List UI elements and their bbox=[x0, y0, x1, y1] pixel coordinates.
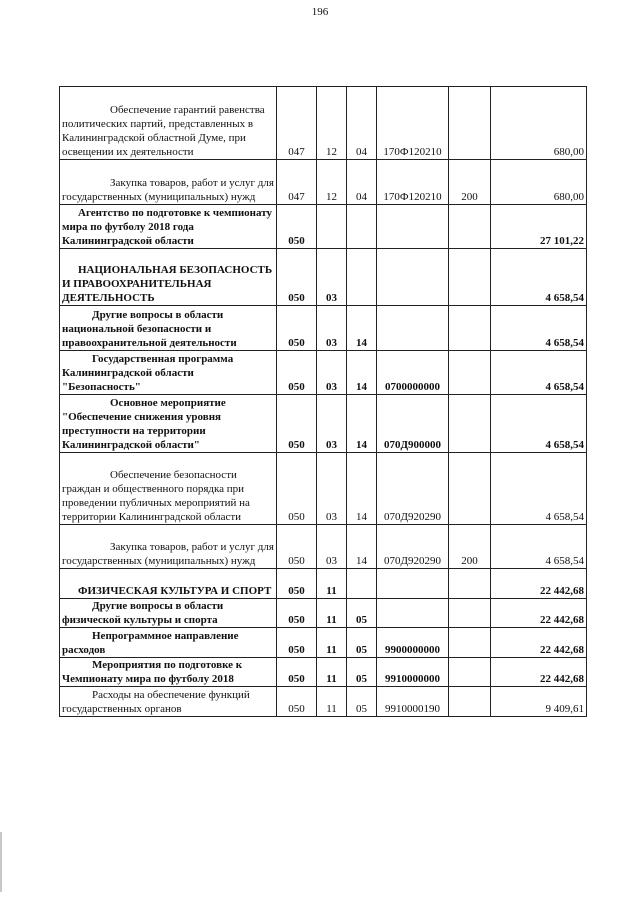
row-target-article: 9910000000 bbox=[377, 658, 449, 687]
row-name: Государственная программа Калининградской области "Безопасность" bbox=[60, 351, 277, 395]
row-subsection-code: 04 bbox=[347, 160, 377, 205]
row-ministry-code: 050 bbox=[277, 525, 317, 569]
row-target-article bbox=[377, 205, 449, 249]
row-name: Закупка товаров, работ и услуг для государственных (муниципальных) нужд bbox=[60, 160, 277, 205]
table-row bbox=[60, 306, 587, 351]
row-expense-type bbox=[449, 628, 491, 658]
row-subsection-code: 14 bbox=[347, 453, 377, 525]
row-expense-type bbox=[449, 687, 491, 717]
row-target-article: 070Д920290 bbox=[377, 525, 449, 569]
row-amount: 4 658,54 bbox=[491, 306, 587, 351]
row-subsection-code: 05 bbox=[347, 628, 377, 658]
row-amount: 27 101,22 bbox=[491, 205, 587, 249]
row-amount: 4 658,54 bbox=[491, 395, 587, 453]
row-subsection-code bbox=[347, 249, 377, 306]
row-expense-type bbox=[449, 87, 491, 160]
row-target-article bbox=[377, 249, 449, 306]
row-amount: 22 442,68 bbox=[491, 599, 587, 628]
row-section-code: 11 bbox=[317, 658, 347, 687]
row-name: ФИЗИЧЕСКАЯ КУЛЬТУРА И СПОРТ bbox=[60, 569, 277, 599]
row-subsection-code bbox=[347, 569, 377, 599]
row-section-code: 03 bbox=[317, 351, 347, 395]
row-amount: 4 658,54 bbox=[491, 453, 587, 525]
row-name: Другие вопросы в области физической культуры и спорта bbox=[60, 599, 277, 628]
row-target-article: 170Ф120210 bbox=[377, 160, 449, 205]
row-expense-type bbox=[449, 306, 491, 351]
row-section-code: 03 bbox=[317, 453, 347, 525]
row-subsection-code: 14 bbox=[347, 306, 377, 351]
row-name: Основное мероприятие "Обеспечение снижения уровня преступности на территории Калининградской области" bbox=[60, 395, 277, 453]
table-row bbox=[60, 395, 587, 453]
row-subsection-code: 05 bbox=[347, 658, 377, 687]
table-row bbox=[60, 249, 587, 306]
row-expense-type bbox=[449, 453, 491, 525]
table-row bbox=[60, 599, 587, 628]
row-expense-type: 200 bbox=[449, 160, 491, 205]
row-section-code: 11 bbox=[317, 599, 347, 628]
row-ministry-code: 050 bbox=[277, 687, 317, 717]
row-amount: 4 658,54 bbox=[491, 351, 587, 395]
row-expense-type bbox=[449, 205, 491, 249]
row-target-article bbox=[377, 306, 449, 351]
row-target-article: 9900000000 bbox=[377, 628, 449, 658]
table-row bbox=[60, 569, 587, 599]
row-subsection-code: 14 bbox=[347, 351, 377, 395]
row-ministry-code: 047 bbox=[277, 160, 317, 205]
row-amount: 680,00 bbox=[491, 160, 587, 205]
row-section-code: 12 bbox=[317, 87, 347, 160]
row-subsection-code: 14 bbox=[347, 395, 377, 453]
row-target-article: 070Д900000 bbox=[377, 395, 449, 453]
row-target-article: 0700000000 bbox=[377, 351, 449, 395]
row-expense-type bbox=[449, 395, 491, 453]
row-target-article bbox=[377, 569, 449, 599]
row-expense-type bbox=[449, 569, 491, 599]
row-expense-type bbox=[449, 351, 491, 395]
table-row bbox=[60, 87, 587, 160]
row-name: Мероприятия по подготовке к Чемпионату мира по футболу 2018 bbox=[60, 658, 277, 687]
row-ministry-code: 050 bbox=[277, 599, 317, 628]
row-name: Расходы на обеспечение функций государственных органов bbox=[60, 687, 277, 717]
row-target-article: 9910000190 bbox=[377, 687, 449, 717]
scan-edge-mark bbox=[0, 832, 2, 892]
row-name: Обеспечение безопасности граждан и общественного порядка при проведении публичных мероприятий на территории Калининградской области bbox=[60, 453, 277, 525]
row-amount: 22 442,68 bbox=[491, 628, 587, 658]
row-target-article: 170Ф120210 bbox=[377, 87, 449, 160]
row-subsection-code bbox=[347, 205, 377, 249]
table-row bbox=[60, 687, 587, 717]
page-number: 196 bbox=[311, 6, 329, 18]
row-section-code: 11 bbox=[317, 569, 347, 599]
row-subsection-code: 05 bbox=[347, 599, 377, 628]
row-section-code: 03 bbox=[317, 249, 347, 306]
table-row bbox=[60, 205, 587, 249]
row-amount: 9 409,61 bbox=[491, 687, 587, 717]
row-amount: 22 442,68 bbox=[491, 658, 587, 687]
row-expense-type bbox=[449, 249, 491, 306]
row-amount: 4 658,54 bbox=[491, 249, 587, 306]
row-subsection-code: 14 bbox=[347, 525, 377, 569]
row-subsection-code: 04 bbox=[347, 87, 377, 160]
row-amount: 4 658,54 bbox=[491, 525, 587, 569]
row-ministry-code: 050 bbox=[277, 351, 317, 395]
row-section-code: 03 bbox=[317, 525, 347, 569]
row-subsection-code: 05 bbox=[347, 687, 377, 717]
budget-table-body bbox=[60, 87, 587, 717]
row-section-code: 11 bbox=[317, 687, 347, 717]
table-row bbox=[60, 525, 587, 569]
row-name: Обеспечение гарантий равенства политических партий, представленных в Калининградской областной Думе, при освещении их деятельности bbox=[60, 87, 277, 160]
row-ministry-code: 047 bbox=[277, 87, 317, 160]
row-ministry-code: 050 bbox=[277, 249, 317, 306]
row-name: Закупка товаров, работ и услуг для государственных (муниципальных) нужд bbox=[60, 525, 277, 569]
row-ministry-code: 050 bbox=[277, 306, 317, 351]
row-amount: 680,00 bbox=[491, 87, 587, 160]
row-section-code: 03 bbox=[317, 306, 347, 351]
table-row bbox=[60, 160, 587, 205]
row-target-article bbox=[377, 599, 449, 628]
row-section-code: 03 bbox=[317, 395, 347, 453]
row-section-code bbox=[317, 205, 347, 249]
row-section-code: 11 bbox=[317, 628, 347, 658]
row-ministry-code: 050 bbox=[277, 395, 317, 453]
row-name: НАЦИОНАЛЬНАЯ БЕЗОПАСНОСТЬ И ПРАВООХРАНИТЕЛЬНАЯ ДЕЯТЕЛЬНОСТЬ bbox=[60, 249, 277, 306]
row-amount: 22 442,68 bbox=[491, 569, 587, 599]
row-ministry-code: 050 bbox=[277, 658, 317, 687]
row-target-article: 070Д920290 bbox=[377, 453, 449, 525]
row-expense-type bbox=[449, 658, 491, 687]
row-expense-type: 200 bbox=[449, 525, 491, 569]
row-name: Непрограммное направление расходов bbox=[60, 628, 277, 658]
table-row bbox=[60, 351, 587, 395]
row-ministry-code: 050 bbox=[277, 628, 317, 658]
table-row bbox=[60, 658, 587, 687]
row-expense-type bbox=[449, 599, 491, 628]
table-row bbox=[60, 453, 587, 525]
row-ministry-code: 050 bbox=[277, 205, 317, 249]
row-ministry-code: 050 bbox=[277, 453, 317, 525]
budget-table bbox=[59, 86, 587, 717]
row-name: Другие вопросы в области национальной безопасности и правоохранительной деятельности bbox=[60, 306, 277, 351]
row-ministry-code: 050 bbox=[277, 569, 317, 599]
table-row bbox=[60, 628, 587, 658]
row-section-code: 12 bbox=[317, 160, 347, 205]
row-name: Агентство по подготовке к чемпионату мира по футболу 2018 года Калининградской области bbox=[60, 205, 277, 249]
